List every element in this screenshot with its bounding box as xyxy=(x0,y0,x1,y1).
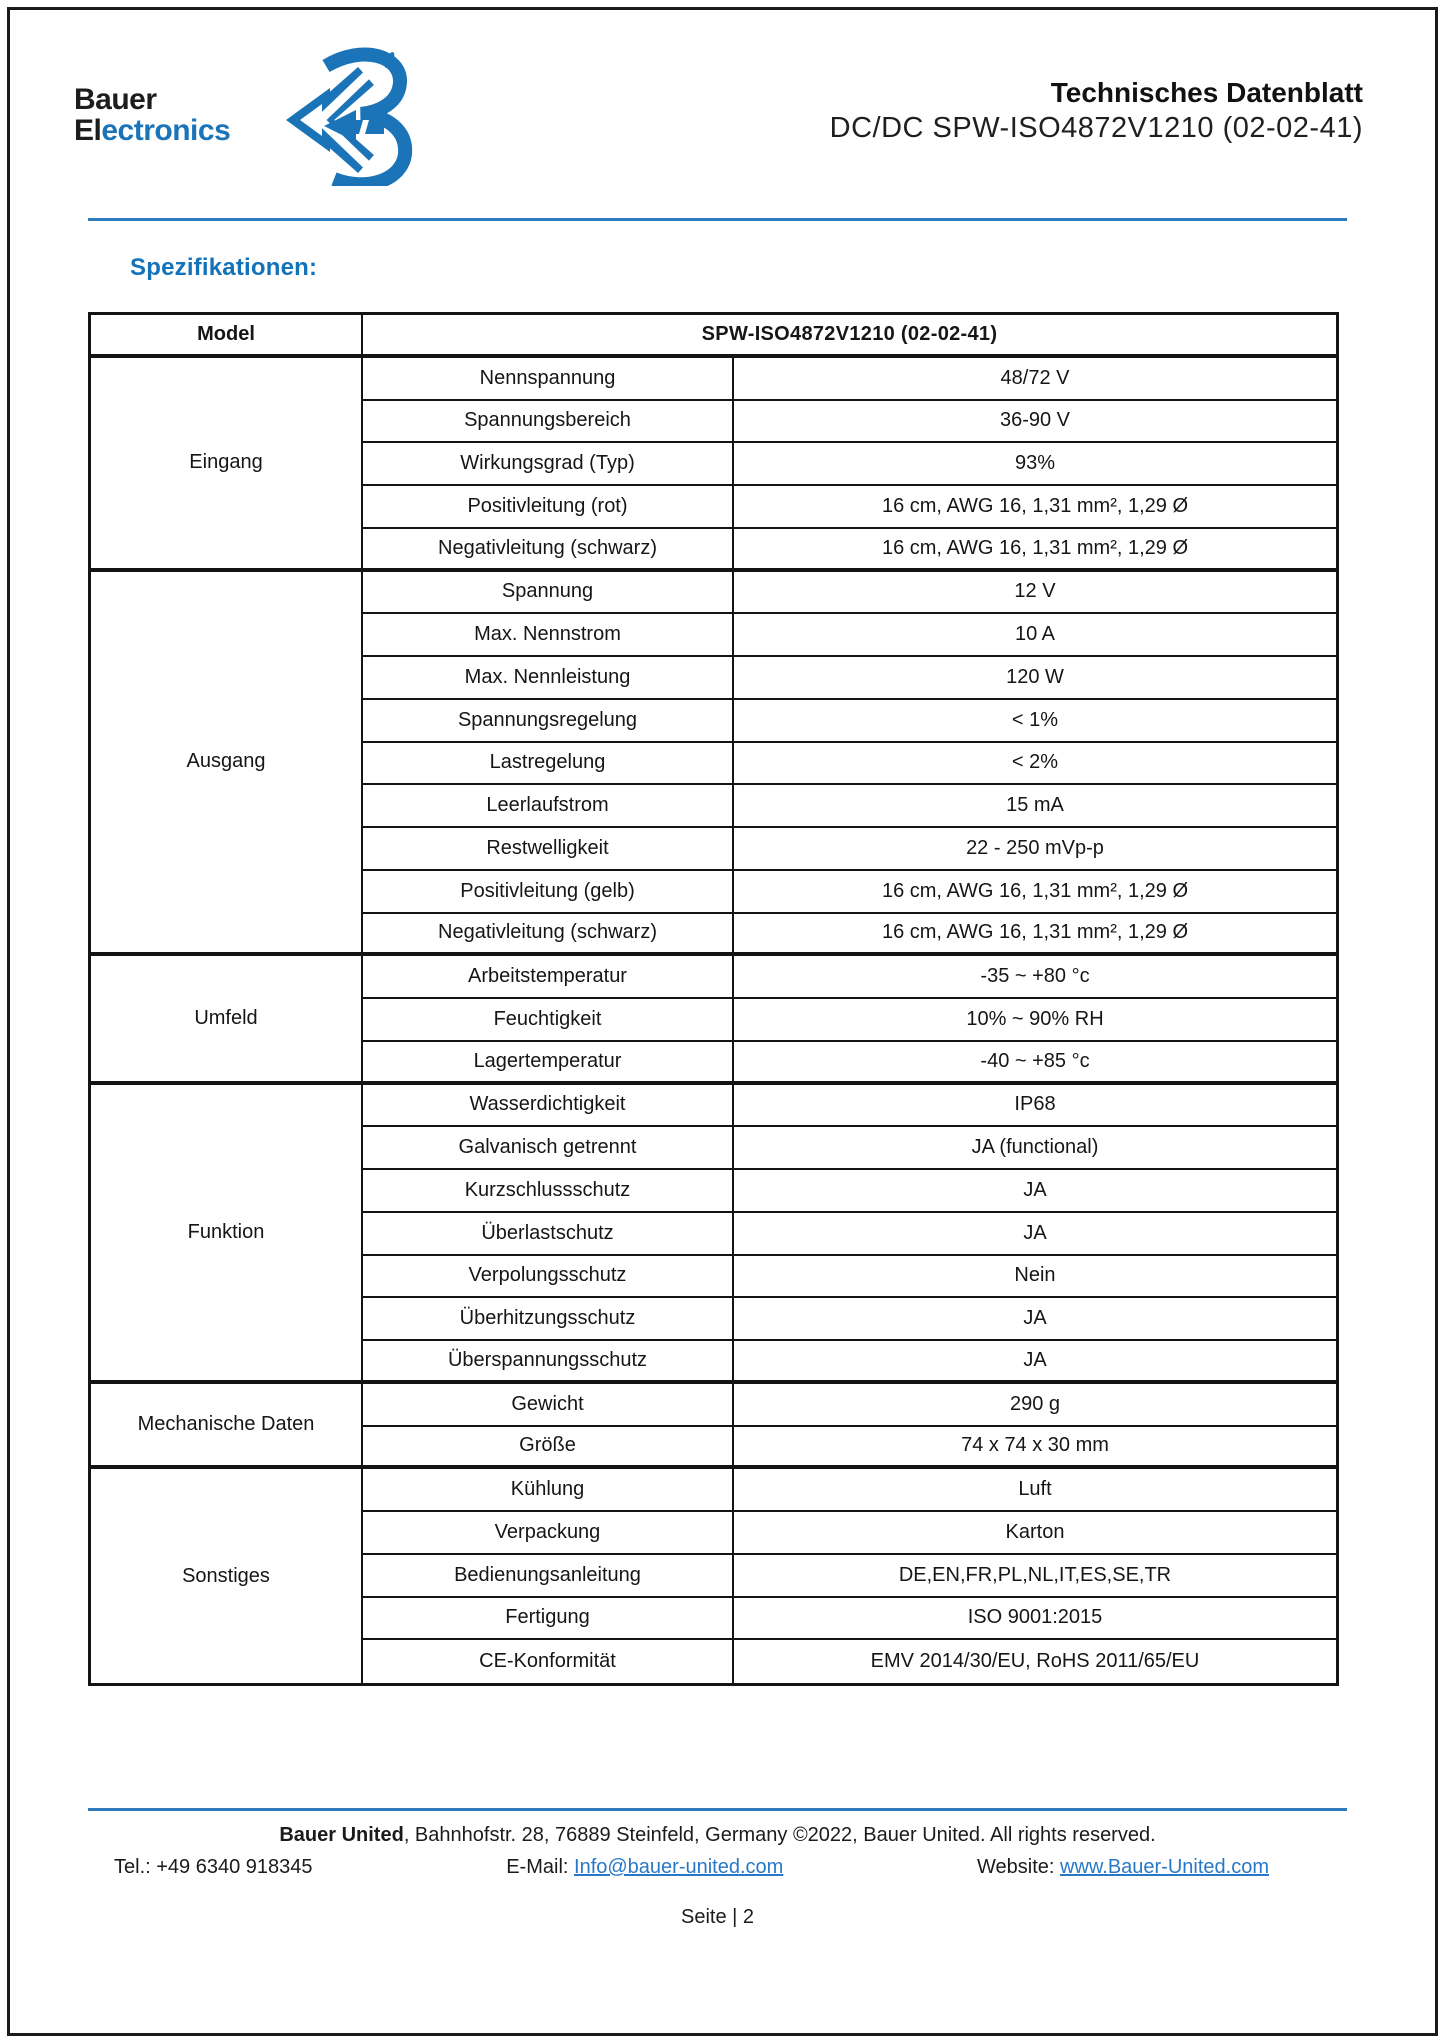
footer-divider-rule xyxy=(88,1808,1347,1811)
telephone-label: Tel.: xyxy=(114,1856,151,1878)
spec-label-cell: Spannung xyxy=(363,572,734,615)
spec-value-cell: 48/72 V xyxy=(734,358,1336,401)
spec-label-cell: CE-Konformität xyxy=(363,1640,734,1683)
logo-line2-dark: El xyxy=(74,114,102,147)
spec-label-cell: Max. Nennstrom xyxy=(363,614,734,657)
spec-label-cell: Negativleitung (schwarz) xyxy=(363,914,734,957)
spec-value-cell: Nein xyxy=(734,1256,1336,1299)
logo-line1: Bauer xyxy=(74,83,157,116)
spec-value-cell: -40 ~ +85 °c xyxy=(734,1042,1336,1085)
spec-label-cell: Max. Nennleistung xyxy=(363,657,734,700)
spec-label-cell: Leerlaufstrom xyxy=(363,785,734,828)
spec-value-cell: 22 - 250 mVp-p xyxy=(734,828,1336,871)
spec-label-cell: Positivleitung (rot) xyxy=(363,486,734,529)
spec-value-cell: 16 cm, AWG 16, 1,31 mm², 1,29 Ø xyxy=(734,529,1336,572)
telephone-number: +49 6340 918345 xyxy=(156,1856,313,1878)
spec-value-cell: 10 A xyxy=(734,614,1336,657)
spec-label-cell: Lagertemperatur xyxy=(363,1042,734,1085)
footer-contact-line xyxy=(88,1856,1347,1879)
spec-label-cell: Überhitzungsschutz xyxy=(363,1298,734,1341)
spec-value-cell: 36-90 V xyxy=(734,401,1336,444)
spec-value-cell: 74 x 74 x 30 mm xyxy=(734,1427,1336,1470)
spec-value-cell: 12 V xyxy=(734,572,1336,615)
spec-label-cell: Nennspannung xyxy=(363,358,734,401)
spec-label-cell: Lastregelung xyxy=(363,743,734,786)
footer-company-name: Bauer United xyxy=(279,1824,404,1846)
spec-label-cell: Verpackung xyxy=(363,1512,734,1555)
footer-telephone xyxy=(114,1856,313,1879)
spec-value-cell: 290 g xyxy=(734,1384,1336,1427)
spec-value-cell: DE,EN,FR,PL,NL,IT,ES,SE,TR xyxy=(734,1555,1336,1598)
spec-table xyxy=(88,312,1339,1686)
spec-value-cell: JA (functional) xyxy=(734,1127,1336,1170)
spec-label-cell: Überlastschutz xyxy=(363,1213,734,1256)
website-link[interactable]: www.Bauer-United.com xyxy=(1060,1856,1269,1878)
spec-value-cell: 120 W xyxy=(734,657,1336,700)
spec-label-cell: Größe xyxy=(363,1427,734,1470)
document-header xyxy=(830,76,1363,146)
spec-value-cell: JA xyxy=(734,1170,1336,1213)
spec-label-cell: Gewicht xyxy=(363,1384,734,1427)
spec-value-cell: JA xyxy=(734,1341,1336,1384)
spec-value-cell: JA xyxy=(734,1213,1336,1256)
spec-value-cell: IP68 xyxy=(734,1085,1336,1128)
logo-line2 xyxy=(74,115,230,146)
footer-website xyxy=(977,1856,1269,1879)
spec-label-cell: Arbeitstemperatur xyxy=(363,956,734,999)
email-link[interactable]: Info@bauer-united.com xyxy=(574,1856,784,1878)
spec-label-cell: Überspannungsschutz xyxy=(363,1341,734,1384)
spec-value-cell: -35 ~ +80 °c xyxy=(734,956,1336,999)
logo-line2-blue: ectronics xyxy=(101,114,231,147)
spec-value-cell: 16 cm, AWG 16, 1,31 mm², 1,29 Ø xyxy=(734,914,1336,957)
spec-label-cell: Wirkungsgrad (Typ) xyxy=(363,443,734,486)
category-cell: Eingang xyxy=(91,358,363,572)
spec-label-cell: Kühlung xyxy=(363,1469,734,1512)
category-cell: Umfeld xyxy=(91,956,363,1084)
spec-value-cell: 16 cm, AWG 16, 1,31 mm², 1,29 Ø xyxy=(734,486,1336,529)
spec-value-cell: 93% xyxy=(734,443,1336,486)
spec-label-cell: Positivleitung (gelb) xyxy=(363,871,734,914)
header-divider-rule xyxy=(88,218,1347,221)
spec-value-cell: ISO 9001:2015 xyxy=(734,1598,1336,1641)
spec-label-cell: Spannungsbereich xyxy=(363,401,734,444)
document-title: Technisches Datenblatt xyxy=(1050,77,1363,108)
specifications-heading: Spezifikationen: xyxy=(130,254,318,281)
spec-value-cell: 15 mA xyxy=(734,785,1336,828)
footer-address-rest: , Bahnhofstr. 28, 76889 Steinfeld, Germany ©2022, Bauer United. All rights reserved. xyxy=(403,1824,1156,1846)
spec-value-cell: EMV 2014/30/EU, RoHS 2011/65/EU xyxy=(870,1650,1200,1673)
spec-label-cell: Feuchtigkeit xyxy=(363,999,734,1042)
website-label: Website: xyxy=(977,1856,1055,1878)
category-cell: Funktion xyxy=(91,1085,363,1384)
footer-address-line xyxy=(88,1824,1347,1847)
document-subtitle: DC/DC SPW-ISO4872V1210 (02-02-41) xyxy=(829,112,1363,144)
company-logo-text xyxy=(74,84,230,146)
spec-label-cell: Kurzschlussschutz xyxy=(363,1170,734,1213)
model-header-cell: Model xyxy=(91,315,363,358)
spec-label-cell: Bedienungsanleitung xyxy=(363,1555,734,1598)
spec-label-cell: Spannungsregelung xyxy=(363,700,734,743)
category-cell: Sonstiges xyxy=(91,1469,363,1683)
email-label: E-Mail: xyxy=(506,1856,569,1878)
page-number: Seite | 2 xyxy=(680,1906,755,1928)
spec-value-cell: Karton xyxy=(734,1512,1336,1555)
spec-label-cell: Wasserdichtigkeit xyxy=(363,1085,734,1128)
spec-value-cell: < 2% xyxy=(734,743,1336,786)
company-logo-icon xyxy=(278,46,418,186)
spec-label-cell: Fertigung xyxy=(363,1598,734,1641)
spec-label-cell: Restwelligkeit xyxy=(363,828,734,871)
spec-value-cell: 10% ~ 90% RH xyxy=(734,999,1336,1042)
spec-value-cell: 16 cm, AWG 16, 1,31 mm², 1,29 Ø xyxy=(734,871,1336,914)
spec-value-cell: JA xyxy=(734,1298,1336,1341)
spec-label-cell: Verpolungsschutz xyxy=(363,1256,734,1299)
category-cell: Mechanische Daten xyxy=(91,1384,363,1470)
footer-email xyxy=(506,1856,783,1879)
spec-value-cell: Luft xyxy=(734,1469,1336,1512)
spec-label-cell: Negativleitung (schwarz) xyxy=(363,529,734,572)
spec-value-cell: < 1% xyxy=(734,700,1336,743)
model-value-cell: SPW-ISO4872V1210 (02-02-41) xyxy=(363,315,1336,358)
category-cell: Ausgang xyxy=(91,572,363,957)
spec-label-cell: Galvanisch getrennt xyxy=(363,1127,734,1170)
